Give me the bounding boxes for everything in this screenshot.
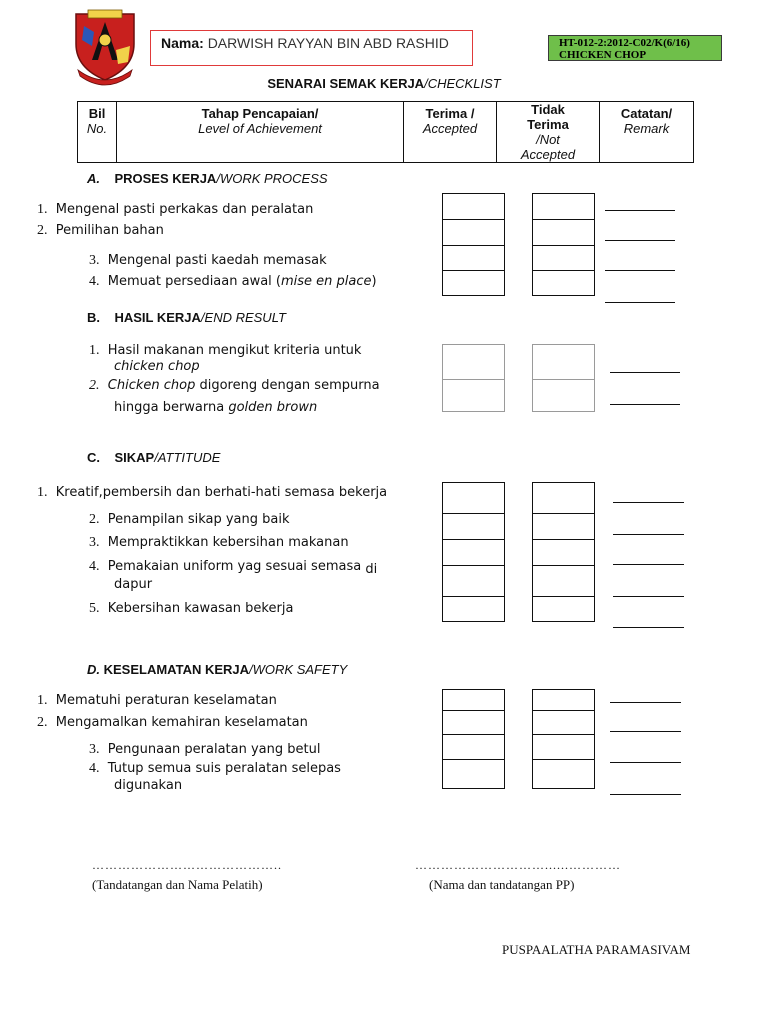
item-c3: 3. Mempraktikkan kebersihan makanan: [89, 535, 349, 550]
item-d4-cont: digunakan: [114, 778, 183, 793]
section-a-heading: A. PROSES KERJA/WORK PROCESS: [87, 171, 328, 186]
checkbox-b1-not-accepted[interactable]: [533, 345, 594, 380]
checkbox-d1-not-accepted[interactable]: [533, 690, 594, 711]
course-code: HT-012-2:2012-C02/K(6/16): [559, 37, 690, 49]
item-d1: 1. Mematuhi peraturan keselamatan: [37, 693, 277, 708]
school-logo: [70, 6, 140, 86]
page-title: SENARAI SEMAK KERJA/CHECKLIST: [267, 76, 501, 91]
checkbox-a4-accepted[interactable]: [443, 271, 504, 295]
item-b1: 1. Hasil makanan mengikut kriteria untuk: [89, 343, 362, 358]
not-accepted-checkboxes-b: [532, 344, 595, 412]
item-b2: 2. Chicken chop digoreng dengan sempurna: [89, 378, 380, 393]
signature-caption-pp: (Nama dan tandatangan PP): [429, 877, 575, 892]
checkbox-d2-not-accepted[interactable]: [533, 711, 594, 735]
remark-line-d3[interactable]: [610, 762, 681, 763]
item-d4: 4. Tutup semua suis peralatan selepas: [89, 761, 341, 776]
checkbox-c5-accepted[interactable]: [443, 597, 504, 621]
col-terima: Terima / Accepted: [404, 102, 497, 163]
course-name: CHICKEN CHOP: [559, 49, 647, 61]
checkbox-d2-accepted[interactable]: [443, 711, 504, 735]
name-field[interactable]: [150, 30, 473, 66]
checkbox-c2-not-accepted[interactable]: [533, 514, 594, 540]
item-c1: 1. Kreatif,pembersih dan berhati-hati semasa bekerja: [37, 485, 388, 500]
signature-line-pp[interactable]: …………………………......…………: [415, 858, 621, 872]
accepted-checkboxes-a: [442, 193, 505, 296]
accepted-checkboxes-c: [442, 482, 505, 622]
remark-line-a1[interactable]: [605, 210, 675, 211]
name-value: DARWISH RAYYAN BIN ABD RASHID: [207, 35, 449, 51]
accepted-checkboxes-d: [442, 689, 505, 789]
item-a3: 3. Mengenal pasti kaedah memasak: [89, 253, 327, 268]
checkbox-d4-accepted[interactable]: [443, 760, 504, 788]
checkbox-a2-not-accepted[interactable]: [533, 220, 594, 246]
checkbox-c4-not-accepted[interactable]: [533, 566, 594, 597]
signature-caption-trainee: (Tandatangan dan Nama Pelatih): [92, 877, 263, 892]
remark-line-d1[interactable]: [610, 702, 681, 703]
remark-line-a3[interactable]: [605, 270, 675, 271]
col-tidak-terima: Tidak Terima /Not Accepted: [497, 102, 600, 163]
item-d3: 3. Pengunaan peralatan yang betul: [89, 742, 321, 757]
item-b2-cont: hingga berwarna golden brown: [114, 400, 318, 415]
checkbox-c3-not-accepted[interactable]: [533, 540, 594, 566]
remark-line-a2[interactable]: [605, 240, 675, 241]
remark-line-a4[interactable]: [605, 302, 675, 303]
name-label: Nama:: [161, 35, 204, 51]
remark-line-c1[interactable]: [613, 502, 684, 503]
col-tahap: Tahap Pencapaian/ Level of Achievement: [117, 102, 404, 163]
checkbox-d3-not-accepted[interactable]: [533, 735, 594, 760]
checkbox-a1-accepted[interactable]: [443, 194, 504, 220]
remark-line-c3[interactable]: [613, 564, 684, 565]
item-a4: 4. Memuat persediaan awal (mise en place): [89, 274, 377, 289]
checkbox-c4-accepted[interactable]: [443, 566, 504, 597]
not-accepted-checkboxes-d: [532, 689, 595, 789]
remark-line-c4[interactable]: [613, 596, 684, 597]
remark-line-d4[interactable]: [610, 794, 681, 795]
checkbox-a3-not-accepted[interactable]: [533, 246, 594, 271]
not-accepted-checkboxes-c: [532, 482, 595, 622]
checkbox-a3-accepted[interactable]: [443, 246, 504, 271]
item-c4: 4. Pemakaian uniform yag sesuai semasa di: [89, 559, 378, 577]
item-c4-cont: dapur: [114, 577, 153, 592]
item-c5: 5. Kebersihan kawasan bekerja: [89, 601, 294, 616]
checkbox-b2-not-accepted[interactable]: [533, 380, 594, 411]
item-a2: 2. Pemilihan bahan: [37, 223, 164, 238]
author-name: PUSPAALATHA PARAMASIVAM: [502, 942, 691, 957]
checkbox-d3-accepted[interactable]: [443, 735, 504, 760]
checkbox-c2-accepted[interactable]: [443, 514, 504, 540]
item-b1-cont: chicken chop: [114, 359, 200, 374]
not-accepted-checkboxes-a: [532, 193, 595, 296]
checkbox-b1-accepted[interactable]: [443, 345, 504, 380]
item-c2: 2. Penampilan sikap yang baik: [89, 512, 290, 527]
checkbox-a2-accepted[interactable]: [443, 220, 504, 246]
course-code-box: [548, 35, 722, 61]
remark-line-b2[interactable]: [610, 404, 680, 405]
section-d-heading: D. KESELAMATAN KERJA/WORK SAFETY: [87, 662, 348, 677]
col-catatan: Catatan/ Remark: [600, 102, 694, 163]
item-a1: 1. Mengenal pasti perkakas dan peralatan: [37, 202, 314, 217]
checkbox-a4-not-accepted[interactable]: [533, 271, 594, 295]
remark-line-c5[interactable]: [613, 627, 684, 628]
checkbox-a1-not-accepted[interactable]: [533, 194, 594, 220]
col-bil: Bil No.: [78, 102, 117, 163]
accepted-checkboxes-b: [442, 344, 505, 412]
section-b-heading: B. HASIL KERJA/END RESULT: [87, 310, 286, 325]
remark-line-d2[interactable]: [610, 731, 681, 732]
checkbox-d1-accepted[interactable]: [443, 690, 504, 711]
remark-line-b1[interactable]: [610, 372, 680, 373]
checkbox-d4-not-accepted[interactable]: [533, 760, 594, 788]
checkbox-c3-accepted[interactable]: [443, 540, 504, 566]
item-d2: 2. Mengamalkan kemahiran keselamatan: [37, 715, 308, 730]
checkbox-b2-accepted[interactable]: [443, 380, 504, 411]
checkbox-c5-not-accepted[interactable]: [533, 597, 594, 621]
checkbox-c1-not-accepted[interactable]: [533, 483, 594, 514]
remark-line-c2[interactable]: [613, 534, 684, 535]
section-c-heading: C. SIKAP/ATTITUDE: [87, 450, 221, 465]
signature-line-trainee[interactable]: ……………………………………..: [92, 858, 282, 872]
checkbox-c1-accepted[interactable]: [443, 483, 504, 514]
checklist-header-table: [77, 101, 694, 163]
